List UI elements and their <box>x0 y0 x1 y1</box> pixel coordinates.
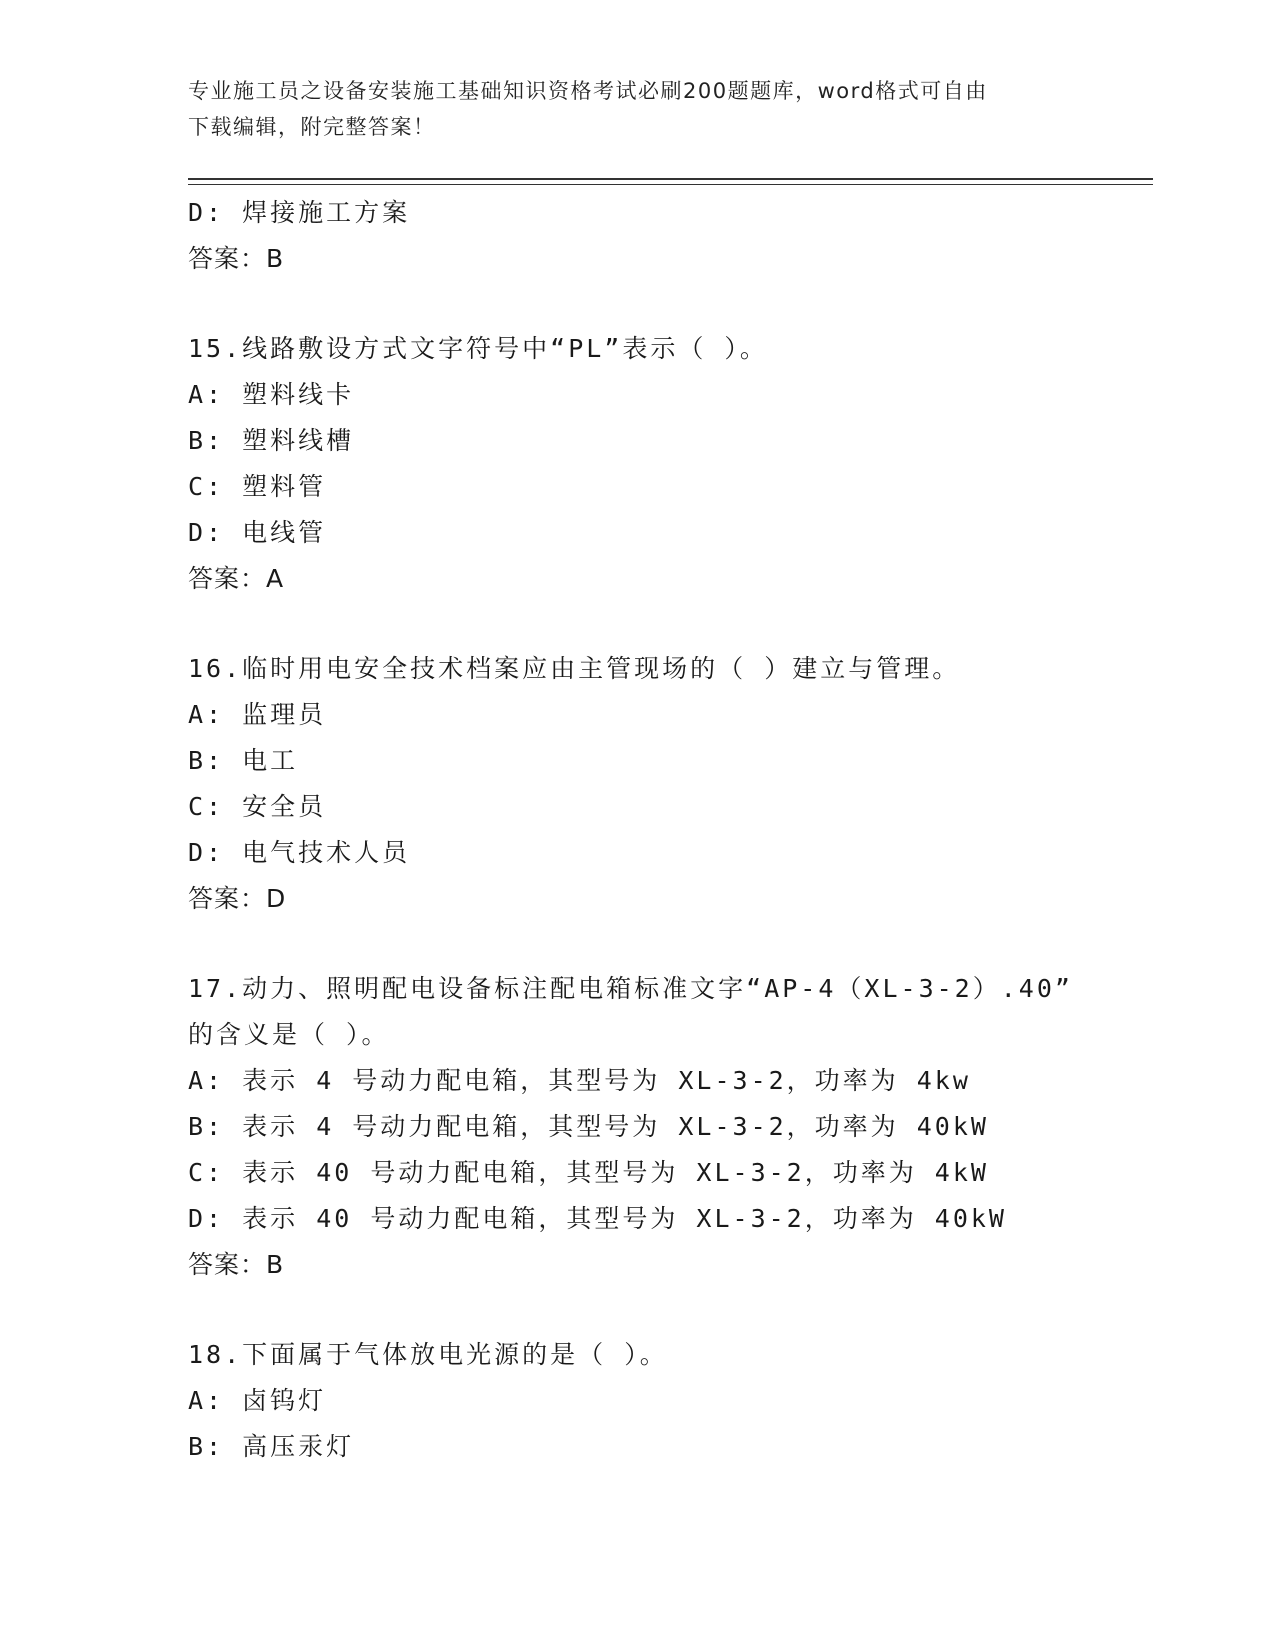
q15-option-a: A: 塑料线卡 <box>188 380 355 409</box>
q17-option-b: B: 表示 4 号动力配电箱，其型号为 XL-3-2，功率为 40kW <box>188 1112 989 1141</box>
q15-option-d: D: 电线管 <box>188 518 327 547</box>
header-line-1: 专业施工员之设备安装施工基础知识资格考试必刷200题题库，word格式可自由 <box>188 79 988 103</box>
q15-option-c: C: 塑料管 <box>188 472 327 501</box>
document-page <box>188 0 1148 1650</box>
q15-answer: 答案：A <box>188 564 285 593</box>
q15-question: 15.线路敷设方式文字符号中“PL”表示（ ）。 <box>188 334 768 363</box>
spacer <box>188 922 1148 966</box>
spacer <box>188 1288 1148 1332</box>
q17-question-line-2: 的含义是（ ）。 <box>188 1020 390 1049</box>
q16-option-a: A: 监理员 <box>188 700 327 729</box>
q17-answer: 答案：B <box>188 1250 285 1279</box>
header-divider <box>188 178 1153 185</box>
prev-option-d: D: 焊接施工方案 <box>188 198 411 227</box>
q15-option-b: B: 塑料线槽 <box>188 426 355 455</box>
q18-option-a: A: 卤钨灯 <box>188 1386 327 1415</box>
q16-option-d: D: 电气技术人员 <box>188 838 411 867</box>
q16-question: 16.临时用电安全技术档案应由主管现场的（ ）建立与管理。 <box>188 654 961 683</box>
q17-question-line-1: 17.动力、照明配电设备标注配电箱标准文字“AP-4（XL-3-2）.40” <box>188 974 1073 1003</box>
prev-answer: 答案：B <box>188 244 285 273</box>
document-header <box>188 73 1088 145</box>
q18-option-b: B: 高压汞灯 <box>188 1432 355 1461</box>
q16-answer: 答案：D <box>188 884 287 913</box>
q17-option-a: A: 表示 4 号动力配电箱，其型号为 XL-3-2，功率为 4kw <box>188 1066 971 1095</box>
spacer <box>188 602 1148 646</box>
q18-question: 18.下面属于气体放电光源的是（ ）。 <box>188 1340 668 1369</box>
q16-option-b: B: 电工 <box>188 746 299 775</box>
header-line-2: 下载编辑，附完整答案！ <box>188 115 436 139</box>
question-list <box>188 190 1148 1470</box>
spacer <box>188 282 1148 326</box>
q17-option-c: C: 表示 40 号动力配电箱，其型号为 XL-3-2，功率为 4kW <box>188 1158 989 1187</box>
q16-option-c: C: 安全员 <box>188 792 327 821</box>
q17-option-d: D: 表示 40 号动力配电箱，其型号为 XL-3-2，功率为 40kW <box>188 1204 1007 1233</box>
